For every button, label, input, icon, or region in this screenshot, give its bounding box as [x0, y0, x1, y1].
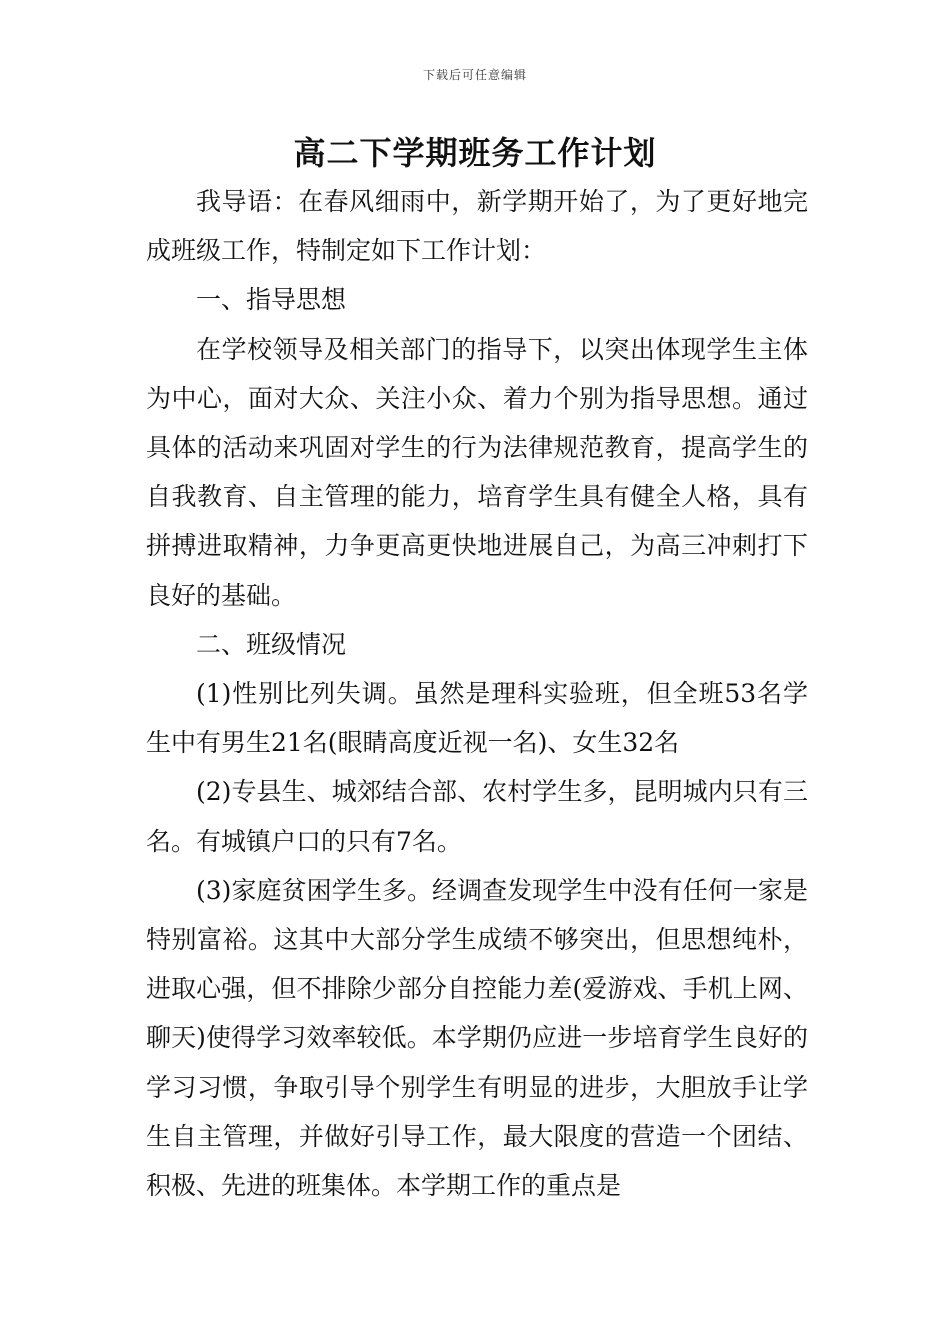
section-heading-guiding-thought: 一、指导思想	[196, 285, 347, 315]
section-heading-class-situation: 二、班级情况	[196, 629, 347, 659]
document-title: 高二下学期班务工作计划	[293, 134, 657, 172]
guiding-thought-paragraph: 在学校领导及相关部门的指导下，以突出体现学生主体为中心，面对大众、关注小众、着力个别为指导思想。通过具体的活动来巩固对学生的行为法律规范教育，提高学生的自我教育、自主管理的能力，培育学生具有健全人格，具有拼搏进取精神，力争更高更快地进展自己，为高三冲刺打下良好的基础。	[146, 334, 808, 610]
class-situation-item-2: (2)专县生、城郊结合部、农村学生多，昆明城内只有三名。有城镇户口的只有7名。	[146, 777, 808, 856]
document-body	[146, 177, 808, 1210]
header-note: 下载后可任意编辑	[422, 68, 527, 82]
class-situation-item-3: (3)家庭贫困学生多。经调查发现学生中没有任何一家是特别富裕。这其中大部分学生成绩不够突出，但思想纯朴，进取心强，但不排除少部分自控能力差(爱游戏、手机上网、聊天)使得学习效率较低。本学期仍应进一步培育学生良好的学习习惯，争取引导个别学生有明显的进步，大胆放手让学生自主管理，并做好引导工作，最大限度的营造一个团结、积极、先进的班集体。本学期工作的重点是	[146, 875, 808, 1201]
class-situation-item-1: (1)性别比列失调。虽然是理科实验班，但全班53名学生中有男生21名(眼睛高度近视一名)、女生32名	[146, 679, 808, 758]
intro-paragraph: 我导语：在春风细雨中，新学期开始了，为了更好地完成班级工作，特制定如下工作计划：	[146, 187, 808, 266]
